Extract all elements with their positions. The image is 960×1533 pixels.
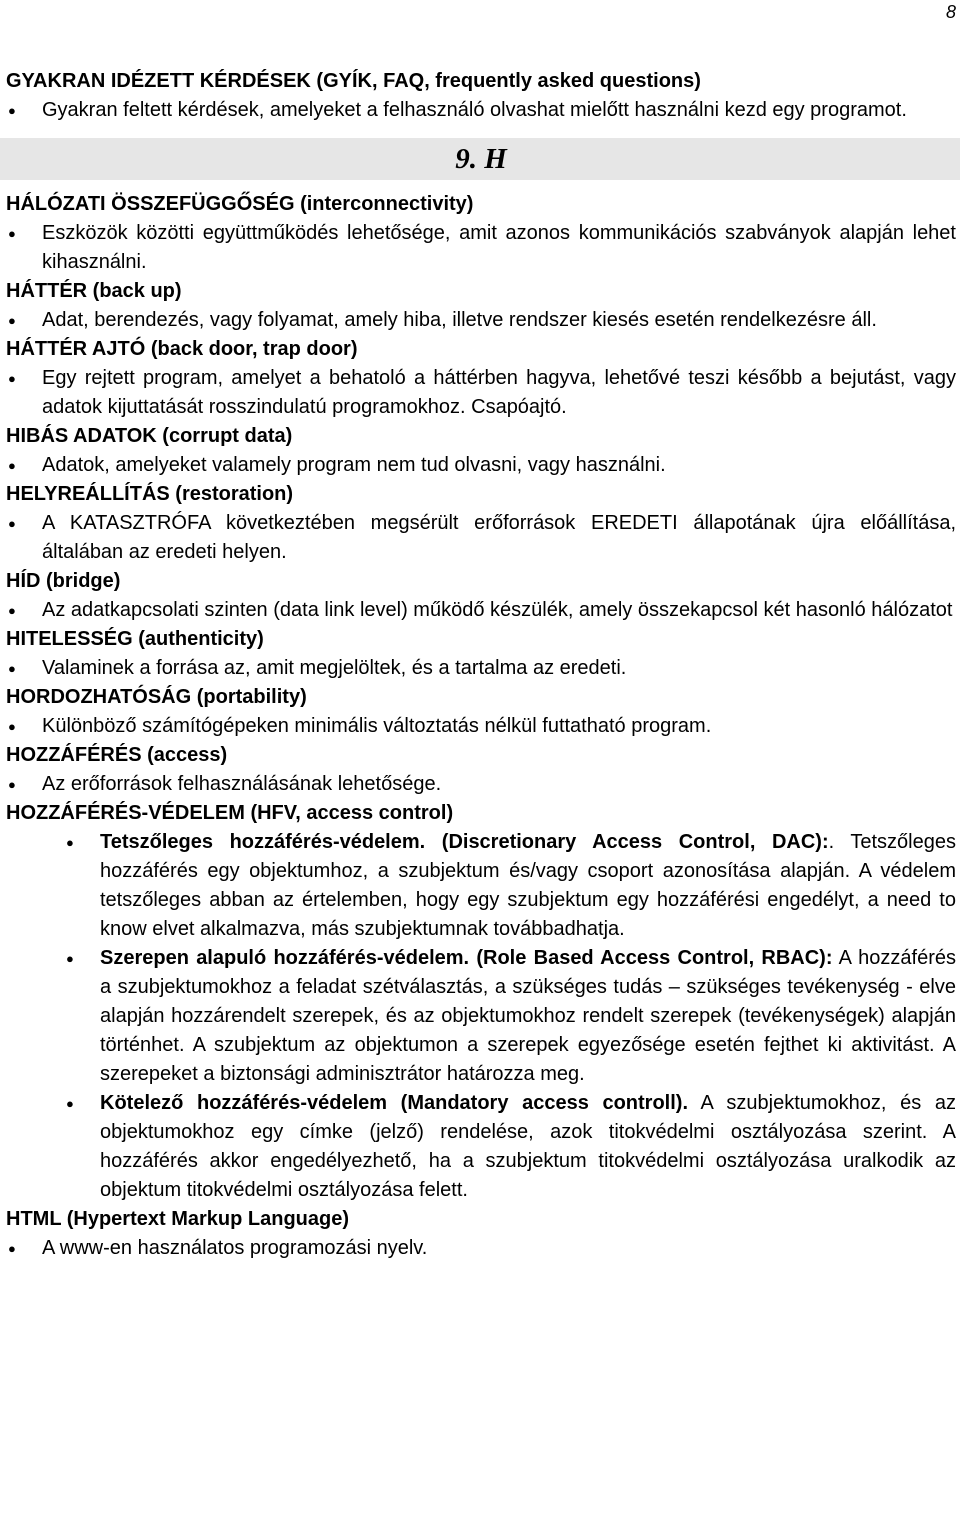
entry-heading: HÁTTÉR AJTÓ (back door, trap door) <box>6 338 358 360</box>
bullet-icon: ● <box>66 835 74 850</box>
access-control-item-title: Szerepen alapuló hozzáférés-védelem. (Role Based Access Control, RBAC): <box>100 947 833 969</box>
list-item <box>6 451 956 480</box>
access-control-item-text: A szubjektumokhoz, és az objektumokhoz egy címke (jelző) rendelése, azok titokvédelmi osztályozása szerint. A hozzáférés akkor engedélyezhető, ha a szubjektum titokvédelmi osztályozása uralkodik az objektum titokvédelmi osztályozása felett. <box>100 1092 956 1201</box>
access-control-item-title: Kötelező hozzáférés-védelem (Mandatory access controll). <box>100 1092 689 1114</box>
bullet-icon: ● <box>8 661 16 676</box>
access-control-item <box>100 944 956 1089</box>
access-control-item-text: . Tetszőleges hozzáférés egy objektumhoz, a szubjektum és/vagy csoport azonosítása alapján. A védelem tetszőleges abban az értelemben, hogy egy szubjektum egy hozzáférési engedélyt, a need to know elvet alkalmazva, más szubjektumnak továbbadhatja. <box>100 831 956 940</box>
bullet-icon: ● <box>8 1241 16 1256</box>
entry-definition: Különböző számítógépeken minimális változtatás nélkül futtatható program. <box>42 715 712 737</box>
entry-definition: Egy rejtett program, amelyet a behatoló a háttérben hagyva, lehetővé teszi később a bejutást, vagy adatok kijuttatását rosszindulatú programokhoz. Csapóajtó. <box>42 367 956 418</box>
page-number: 8 <box>945 2 956 22</box>
list-item <box>6 654 956 683</box>
entry-heading: HTML (Hypertext Markup Language) <box>6 1208 349 1230</box>
bullet-icon: ● <box>8 226 16 241</box>
list-item <box>6 712 956 741</box>
list-item <box>6 770 956 799</box>
access-control-item-text: A hozzáférés a szubjektumokhoz a feladat szétválasztás, a szükséges tudás – szükséges tevékenység - elve alapján hozzárendelt szerepek, és az objektumokhoz rendelt szerepek (tevékenységek) alapján történhet. A szubjektum az objektumon a szerepek egyezősége esetén fejthet ki aktivitást. A szerepeket a biztonsági adminisztrátor határozza meg. <box>100 947 957 1085</box>
list-item <box>6 1089 956 1205</box>
letter-section-bar: 9. H <box>0 138 960 180</box>
access-control-item <box>100 828 956 944</box>
document-body <box>6 67 956 1263</box>
list-item <box>6 509 956 567</box>
entry-definition: Adatok, amelyeket valamely program nem tud olvasni, vagy használni. <box>42 454 666 476</box>
list-item <box>6 1234 956 1263</box>
bullet-icon: ● <box>8 719 16 734</box>
entry-heading: HORDOZHATÓSÁG (portability) <box>6 686 307 708</box>
bullet-icon: ● <box>66 951 74 966</box>
access-control-item <box>100 1089 956 1205</box>
list-item <box>6 96 956 125</box>
entry-definition: Az erőforrások felhasználásának lehetősége. <box>42 773 442 795</box>
list-item <box>6 219 956 277</box>
bullet-icon: ● <box>66 1096 74 1111</box>
faq-heading: GYAKRAN IDÉZETT KÉRDÉSEK (GYÍK, FAQ, frequently asked questions) <box>6 70 701 92</box>
bullet-icon: ● <box>8 103 16 118</box>
entry-heading: HÁLÓZATI ÖSSZEFÜGGŐSÉG (interconnectivity) <box>6 193 474 215</box>
entry-definition: Eszközök közötti együttműködés lehetősége, amit azonos kommunikációs szabványok alapján lehet kihasználni. <box>42 222 956 273</box>
bullet-icon: ● <box>8 516 16 531</box>
entry-definition: A KATASZTRÓFA következtében megsérült erőforrások EREDETI állapotának újra előállítása, általában az eredeti helyen. <box>42 512 956 563</box>
list-item <box>6 596 956 625</box>
entry-heading: HELYREÁLLÍTÁS (restoration) <box>6 483 294 505</box>
bullet-icon: ● <box>8 458 16 473</box>
entry-definition: Az adatkapcsolati szinten (data link level) működő készülék, amely összekapcsol két hasonló hálózatot <box>42 599 953 621</box>
list-item <box>6 944 956 1089</box>
entry-definition: Valaminek a forrása az, amit megjelöltek, és a tartalma az eredeti. <box>42 657 627 679</box>
faq-definition: Gyakran feltett kérdések, amelyeket a felhasználó olvashat mielőtt használni kezd egy programot. <box>42 99 907 121</box>
access-control-item-title: Tetszőleges hozzáférés-védelem. (Discretionary Access Control, DAC): <box>100 831 829 853</box>
entry-heading: HIBÁS ADATOK (corrupt data) <box>6 425 293 447</box>
list-item <box>6 306 956 335</box>
bullet-icon: ● <box>8 777 16 792</box>
access-control-heading: HOZZÁFÉRÉS-VÉDELEM (HFV, access control) <box>6 802 454 824</box>
entry-definition: Adat, berendezés, vagy folyamat, amely hiba, illetve rendszer kiesés esetén rendelkezésre áll. <box>42 309 877 331</box>
list-item <box>6 364 956 422</box>
entry-definition: A www-en használatos programozási nyelv. <box>42 1237 428 1259</box>
entry-heading: HÍD (bridge) <box>6 570 121 592</box>
bullet-icon: ● <box>8 313 16 328</box>
entry-heading: HOZZÁFÉRÉS (access) <box>6 744 228 766</box>
bullet-icon: ● <box>8 603 16 618</box>
bullet-icon: ● <box>8 371 16 386</box>
list-item <box>6 828 956 944</box>
entry-heading: HÁTTÉR (back up) <box>6 280 182 302</box>
entry-heading: HITELESSÉG (authenticity) <box>6 628 264 650</box>
